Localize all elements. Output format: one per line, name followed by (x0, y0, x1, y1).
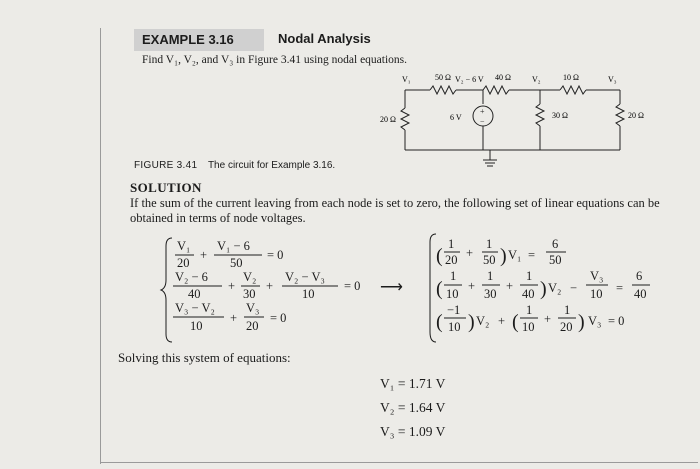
svg-text:): ) (468, 311, 475, 333)
result-value: 1.09 V (408, 424, 446, 439)
label-dependent: V₂ − 6 V (455, 75, 484, 84)
resistor-40 (483, 86, 509, 94)
r1-op: + (466, 246, 474, 260)
r2-r-num: 6 (636, 269, 643, 283)
figure-label: FIGURE 3.41 (134, 160, 198, 171)
label-r40: 40 Ω (495, 73, 511, 82)
r2-b-num: 1 (487, 269, 494, 283)
l3-t2-num: V₃ (246, 301, 260, 315)
result-eq: = (397, 376, 406, 391)
resistor-20-right (616, 104, 624, 126)
r1-a-den: 20 (445, 253, 458, 267)
svg-text:): ) (540, 278, 547, 300)
r2-a-num: 1 (450, 269, 457, 283)
l2-t2-num: V₂ (243, 270, 257, 284)
r2-a-den: 10 (446, 287, 459, 301)
l2-t3-den: 10 (302, 287, 315, 301)
r1-r-num: 6 (552, 237, 559, 251)
label-v3: V₃ (608, 75, 617, 84)
resistor-50 (430, 86, 456, 94)
label-r30: 30 Ω (552, 111, 568, 120)
label-r20-left: 20 Ω (380, 115, 396, 124)
l2-rhs: = 0 (344, 279, 361, 293)
l2-t1-den: 40 (188, 287, 201, 301)
svg-text:): ) (578, 311, 585, 333)
r2-var: V₂ (548, 281, 562, 295)
r1-var: V₁ (508, 248, 522, 262)
r3-c-num: 1 (564, 303, 571, 317)
l2-op1: + (228, 279, 236, 293)
r2-b-den: 30 (484, 287, 497, 301)
result-v1 (380, 372, 445, 396)
r3-var: V₂ (476, 314, 490, 328)
label-r20-right: 20 Ω (628, 111, 644, 120)
l3-rhs: = 0 (270, 311, 287, 325)
r1-r-den: 50 (549, 253, 562, 267)
l1-t2-den: 50 (230, 256, 243, 270)
svg-text:): ) (500, 245, 507, 267)
l2-op2: + (266, 279, 274, 293)
r2-op2: + (506, 279, 514, 293)
label-source: 6 V (450, 113, 462, 122)
label-r50: 50 Ω (435, 73, 451, 82)
l3-t1-num: V₃ − V₂ (175, 301, 215, 315)
resistor-10 (560, 86, 586, 94)
label-v2: V₂ (532, 75, 541, 84)
r3-b-den: 10 (522, 320, 535, 334)
result-var: V₃ (380, 424, 395, 439)
r3-var2: V₃ (588, 314, 602, 328)
solving-text: Solving this system of equations: (118, 350, 291, 365)
result-eq: = (397, 400, 406, 415)
svg-text:(: ( (436, 311, 443, 333)
l1-t1-den: 20 (177, 256, 190, 270)
r2-eq: = (616, 281, 624, 295)
l1-rhs: = 0 (267, 248, 284, 262)
problem-statement: Find V₁, V₂, and V₃ in Figure 3.41 using nodal equations. (142, 54, 408, 66)
r1-a-num: 1 (448, 237, 455, 251)
resistor-20-left (401, 108, 409, 130)
result-var: V₁ (380, 376, 395, 391)
r3-a-den: 10 (448, 320, 461, 334)
l2-t3-num: V₂ − V₃ (285, 270, 325, 284)
r3-op2: + (544, 312, 552, 326)
r2-op: + (468, 279, 476, 293)
r1-eq: = (528, 248, 536, 262)
figure-caption (134, 160, 335, 171)
r1-b-den: 50 (483, 253, 496, 267)
label-v1: V₁ (402, 75, 411, 84)
solution-heading: SOLUTION (130, 180, 202, 195)
r3-op: + (498, 314, 506, 328)
r2-minus: − (570, 281, 578, 295)
result-value: 1.71 V (408, 376, 446, 391)
r3-rhs: = 0 (608, 314, 625, 328)
r2-d-den: 10 (590, 287, 603, 301)
result-v3 (380, 420, 445, 444)
l1-t2-num: V₁ − 6 (217, 239, 250, 253)
result-value: 1.64 V (408, 400, 446, 415)
svg-text:−: − (480, 117, 485, 126)
results-block (380, 372, 445, 444)
l3-t1-den: 10 (190, 319, 203, 333)
implies-arrow: ⟶ (380, 279, 403, 296)
result-v2 (380, 396, 445, 420)
l1-t1-num: V₁ (177, 239, 191, 253)
r3-b-num: 1 (526, 303, 533, 317)
example-title: Nodal Analysis (278, 31, 371, 46)
l1-op1: + (200, 248, 208, 262)
svg-text:(: ( (436, 245, 443, 267)
l2-t2-den: 30 (243, 287, 256, 301)
l3-t2-den: 20 (246, 319, 259, 333)
figure-caption-text: The circuit for Example 3.16. (207, 160, 336, 171)
bottom-rule (100, 462, 698, 463)
l3-op1: + (230, 311, 238, 325)
r1-b-num: 1 (486, 237, 493, 251)
left-brace (161, 238, 172, 342)
result-eq: = (397, 424, 406, 439)
svg-text:(: ( (436, 278, 443, 300)
r2-c-num: 1 (526, 269, 533, 283)
r2-c-den: 40 (522, 287, 535, 301)
r3-c-den: 20 (560, 320, 573, 334)
resistor-30 (536, 104, 544, 126)
solution-text: If the sum of the current leaving from each node is set to zero, the following set of linear equations can be obtained in terms of node voltages. (130, 196, 660, 225)
result-var: V₂ (380, 400, 395, 415)
svg-text:+: + (480, 107, 485, 116)
example-label: EXAMPLE 3.16 (134, 29, 264, 51)
r2-d-num: V₃ (590, 269, 604, 283)
r3-a-num: −1 (447, 303, 461, 317)
equation-system (0, 232, 700, 352)
l2-t1-num: V₂ − 6 (175, 270, 208, 284)
r2-r-den: 40 (634, 287, 647, 301)
circuit-diagram (0, 0, 700, 180)
label-r10: 10 Ω (563, 73, 579, 82)
svg-text:(: ( (512, 311, 519, 333)
